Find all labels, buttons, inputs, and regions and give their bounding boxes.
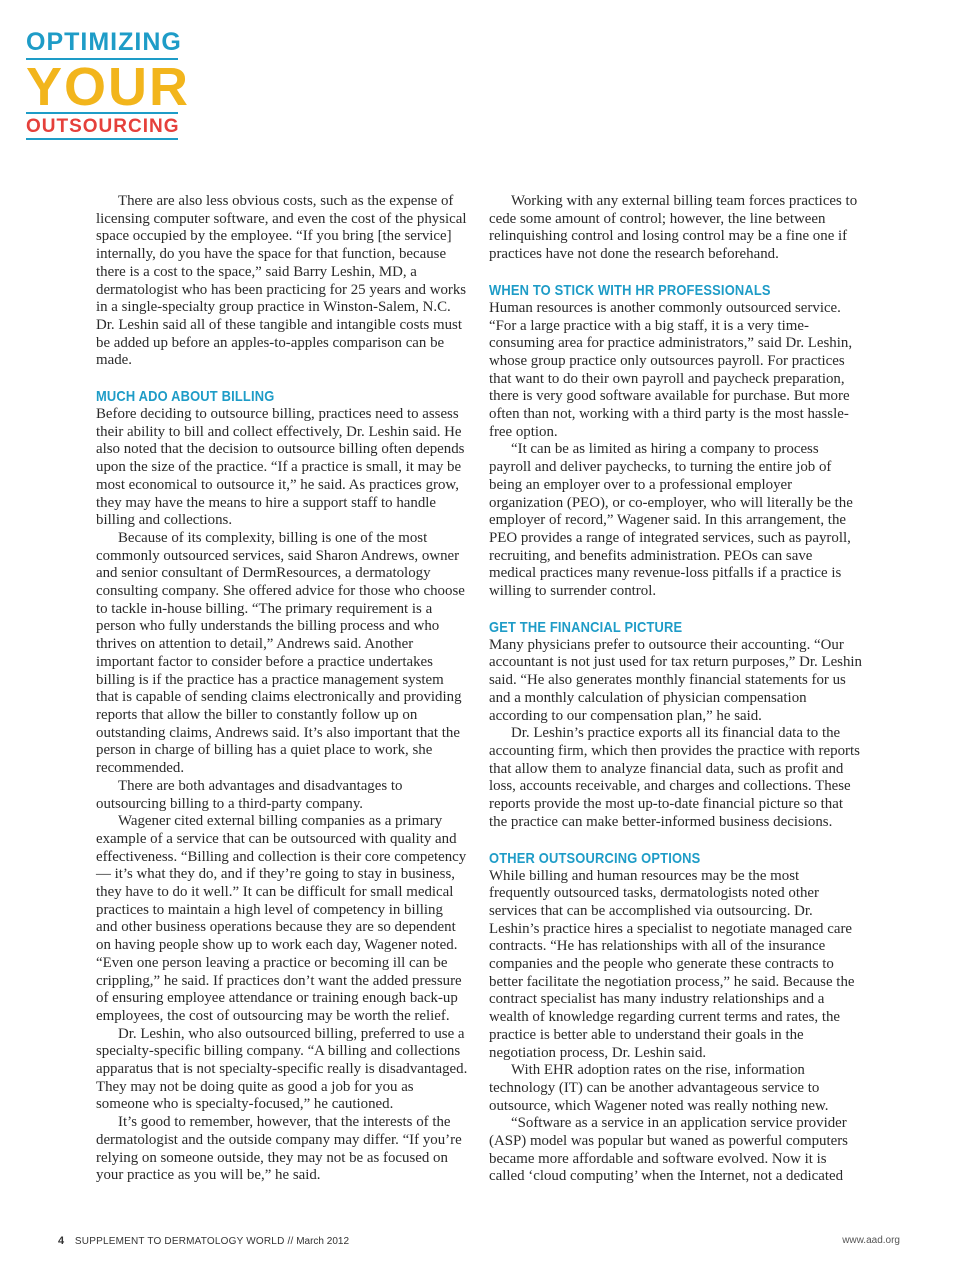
page-number: 4 [58, 1235, 65, 1247]
paragraph: With EHR adoption rates on the rise, information technology (IT) can be another advantageous service to outsource, which Wagener noted was really nothing new. [489, 1062, 829, 1114]
right-column [489, 193, 863, 1186]
page-footer [58, 1235, 900, 1247]
section-heading-billing: MUCH ADO ABOUT BILLING [96, 388, 275, 406]
paragraph: There are both advantages and disadvantages to outsourcing billing to a third-party company. [96, 777, 403, 812]
issue-date: March 2012 [296, 1236, 350, 1247]
paragraph: While billing and human resources may be the most frequently outsourced tasks, dermatologists noted other services that can be accomplished via outsourcing. Dr. Leshin’s practice hires a specialist to negotiate managed care contracts. “He has relationships with all of the insurance companies and the people who generate these contracts to better facilitate the negotiation process,” he said. Because the contract specialist has many industry relationships and a wealth of knowledge regarding current terms and rates, the practice is better able to understand their goals in the negotiation process, Dr. Leshin said. [489, 867, 855, 1061]
paragraph: There are also less obvious costs, such as the expense of licensing computer software, and even the cost of the physical space occupied by the employee. “If you bring [the service] internally, do you have the space for that function, because there is a cost to the space,” said Barry Leshin, MD, a dermatologist who has been practicing for 25 years and works in a single-specialty group practice in Winston-Salem, N.C. Dr. Leshin said all of these tangible and intangible costs must be added up before an apples-to-apples comparison can be made. [96, 193, 467, 369]
logo-line-your: YOUR [26, 57, 191, 117]
section-heading-hr: WHEN TO STICK WITH HR PROFESSIONALS [489, 281, 771, 299]
section-heading-other-options: OTHER OUTSOURCING OPTIONS [489, 849, 701, 867]
paragraph: It’s good to remember, however, that the interests of the dermatologist and the outside company may differ. “If you’re relying on someone outside, they may not be as focused on your practice as you will be,” he said. [96, 1114, 462, 1184]
left-column [96, 193, 468, 1185]
paragraph: Dr. Leshin, who also outsourced billing, preferred to use a specialty-specific billing company. “A billing and collections apparatus that is not specialty-specific really is disadvantaged. They may not be doing quite as good a job for you as someone who is specialty-focused,” he cautioned. [96, 1025, 468, 1113]
paragraph: “Software as a service in an application service provider (ASP) model was popular but waned as powerful computers became more affordable and software evolved. Now it is called ‘cloud computing’ when the Internet, not a dedicated [489, 1115, 848, 1185]
logo-line-outsourcing: OUTSOURCING [26, 112, 178, 140]
section-heading-financial: GET THE FINANCIAL PICTURE [489, 618, 683, 636]
paragraph: Human resources is another commonly outsourced service. “For a large practice with a big staff, it is a very time-consuming area for practice administrators,” said Dr. Leshin, whose group practice only outsources payroll. For practices that want to do their own payroll and paycheck preparation, there is very good software available for purchase. But more often than not, working with a third party is the most hassle-free option. [489, 299, 853, 440]
paragraph: Because of its complexity, billing is one of the most commonly outsourced services, said Sharon Andrews, owner and senior consultant of DermResources, a dermatology consulting company. She offered advice for those who choose to tackle in-house billing. “The primary requirement is a person who fully understands the billing process and who thrives on attention to detail,” Andrews said. Another important factor to consider before a practice undertakes billing is if the practice has a practice management system that is capable of sending claims electronically and providing reports that allow the biller to constantly follow up on outstanding claims, Andrews said. It’s also important that the person in charge of billing has a quiet place to work, she recommended. [96, 529, 465, 777]
website-link[interactable]: www.aad.org [842, 1235, 900, 1246]
paragraph: Dr. Leshin’s practice exports all its financial data to the accounting firm, which then provides the practice with reports that allow them to analyze financial data, such as profit and loss, accounts receivable, and charges and collections. These reports provide the most up-to-date financial picture so that the practice can make better-informed business decisions. [489, 725, 860, 830]
logo-line-optimizing: OPTIMIZING [26, 30, 178, 60]
paragraph: Working with any external billing team forces practices to cede some amount of control; however, the line between relinquishing control and losing control may be a fine one if practices have not done the research beforehand. [489, 193, 858, 263]
publication-name: SUPPLEMENT TO DERMATOLOGY WORLD // [74, 1236, 294, 1247]
paragraph: Wagener cited external billing companies as a primary example of a service that can be outsourced with quality and effectiveness. “Billing and collection is their core competency — it’s what they do, and if they’re going to stay in business, they have to do it well.” It can be difficult for small medical practices to maintain a high level of competency in billing and other business operations because they are so dependent on having people show up to work each day, Wagener noted. “Even one person leaving a practice or becoming ill can be crippling,” he said. If practices don’t want the added pressure of ensuring employee attendance or training enough back-up employees, the cost of outsourcing may be worth the relief. [96, 813, 467, 1024]
paragraph: Many physicians prefer to outsource their accounting. “Our accountant is not just used for tax return purposes,” Dr. Leshin said. “He also generates monthly financial statements for us and a monthly calculation of physician compensation according to our compensation plan,” he said. [489, 636, 863, 724]
paragraph: “It can be as limited as hiring a company to process payroll and deliver paychecks, to turning the entire job of being an employer over to a professional employer organization (PEO), or co-employer, who will literally be the employer of record,” Wagener said. In this arrangement, the PEO provides a range of integrated services, such as payroll, recruiting, and benefits administration. PEOs can save medical practices many revenue-loss pitfalls if a practice is willing to surrender control. [489, 441, 853, 600]
paragraph: Before deciding to outsource billing, practices need to assess their ability to bill and collect effectively, Dr. Leshin said. He also noted that the decision to outsource billing often depends upon the size of the practice. “If a practice is small, it may be most economical to outsource it,” he said. As practices grow, they may have the means to hire a support staff to handle billing and collections. [96, 406, 465, 529]
section-logo [26, 28, 191, 140]
